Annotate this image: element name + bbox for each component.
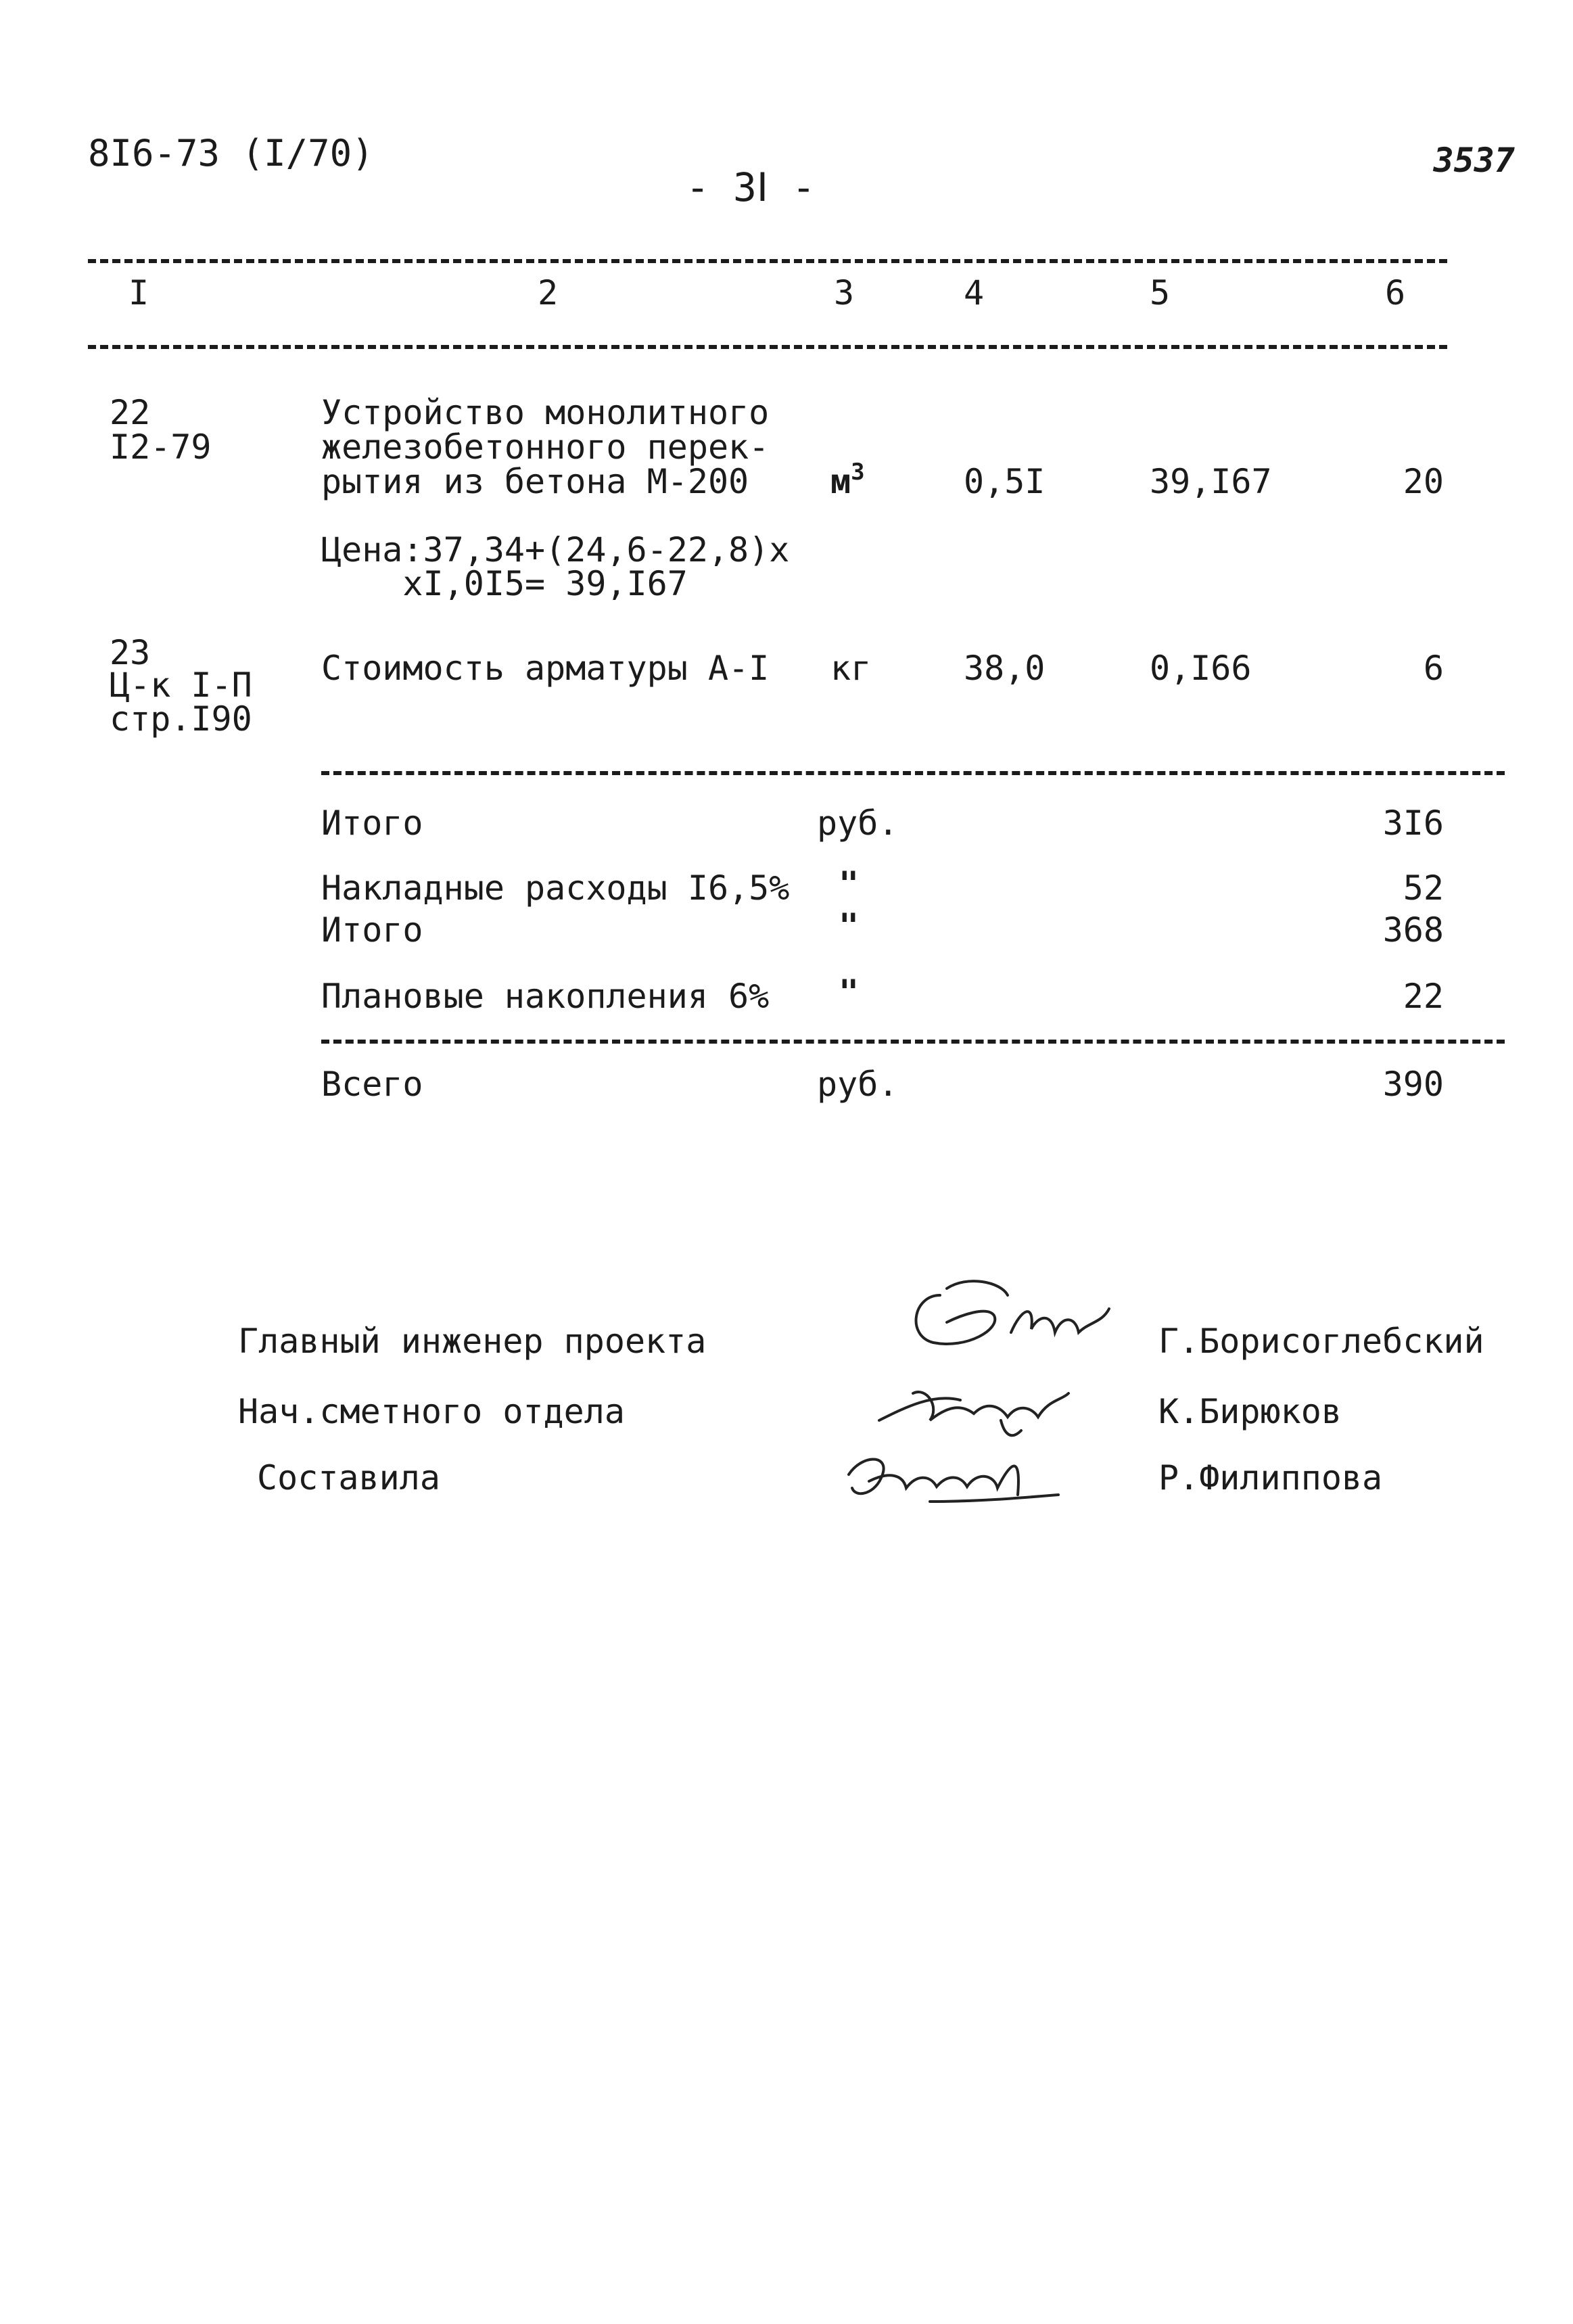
row-code-line: стр.I90 bbox=[110, 699, 252, 739]
handwritten-signature-3 bbox=[828, 1434, 1085, 1515]
summary-value: 3I6 bbox=[1382, 804, 1444, 843]
summary-label: Накладные расходы I6,5% bbox=[321, 868, 790, 908]
row-description-line: Стоимость арматуры А-I bbox=[321, 649, 770, 688]
signature-name: К.Бирюков bbox=[1158, 1392, 1342, 1431]
subtotal-rule bbox=[321, 771, 1505, 775]
column-header-2: 2 bbox=[538, 273, 559, 312]
header-top-rule bbox=[88, 259, 1447, 263]
summary-unit: " bbox=[839, 973, 860, 1012]
row-total: 6 bbox=[1423, 649, 1444, 688]
row-quantity: 0,5I bbox=[964, 462, 1046, 501]
summary-value: 52 bbox=[1403, 868, 1444, 908]
summary-unit: " bbox=[839, 864, 860, 904]
summary-label: Итого bbox=[321, 804, 423, 843]
summary-label: Плановые накопления 6% bbox=[321, 977, 770, 1016]
page-number: - 3Ⅰ - bbox=[686, 164, 816, 210]
signature-role: Нач.сметного отдела bbox=[238, 1392, 625, 1431]
row-description-line: железобетонного перек- bbox=[321, 427, 770, 467]
row-description-line: рытия из бетона М-200 bbox=[321, 462, 749, 501]
grand-total-rule bbox=[321, 1040, 1505, 1044]
row-unit: кг bbox=[830, 649, 872, 688]
summary-unit: " bbox=[839, 906, 860, 946]
price-note-line: Цена:37,34+(24,6-22,8)х bbox=[321, 530, 790, 570]
summary-unit: руб. bbox=[817, 804, 899, 843]
row-description-line: Устройство монолитного bbox=[321, 393, 770, 432]
signature-name: Р.Филиппова bbox=[1158, 1458, 1383, 1497]
column-header-5: 5 bbox=[1150, 273, 1171, 312]
row-total: 20 bbox=[1403, 462, 1444, 501]
document-code: 8I6-73 (I/70) bbox=[88, 132, 374, 175]
signature-role: Главный инженер проекта bbox=[238, 1322, 707, 1361]
row-code-line: 23 bbox=[110, 633, 151, 672]
row-code-line: I2-79 bbox=[110, 427, 212, 467]
sheet-number: 3537 bbox=[1433, 141, 1515, 180]
row-code-line: 22 bbox=[110, 393, 151, 432]
row-code-line: Ц-к I-П bbox=[110, 666, 252, 705]
column-header-1: I bbox=[128, 273, 149, 312]
column-header-6: 6 bbox=[1385, 273, 1406, 312]
summary-value: 22 bbox=[1403, 977, 1444, 1016]
column-header-4: 4 bbox=[964, 273, 985, 312]
column-header-3: 3 bbox=[834, 273, 855, 312]
row-unit-price: 0,I66 bbox=[1150, 649, 1252, 688]
signature-name: Г.Борисоглебский bbox=[1158, 1322, 1484, 1361]
grand-total-label: Всего bbox=[321, 1065, 423, 1104]
unit-text: м bbox=[830, 462, 851, 501]
row-quantity: 38,0 bbox=[964, 649, 1046, 688]
unit-superscript: 3 bbox=[851, 459, 865, 486]
grand-total-value: 390 bbox=[1382, 1065, 1444, 1104]
summary-value: 368 bbox=[1382, 910, 1444, 950]
row-unit bbox=[830, 459, 865, 501]
row-unit-price: 39,I67 bbox=[1150, 462, 1272, 501]
header-bottom-rule bbox=[88, 345, 1447, 349]
price-note-line: хI,0I5= 39,I67 bbox=[321, 564, 688, 603]
summary-label: Итого bbox=[321, 910, 423, 950]
handwritten-signature-1 bbox=[893, 1268, 1123, 1370]
grand-total-unit: руб. bbox=[817, 1065, 899, 1104]
signature-role: Составила bbox=[257, 1458, 440, 1497]
